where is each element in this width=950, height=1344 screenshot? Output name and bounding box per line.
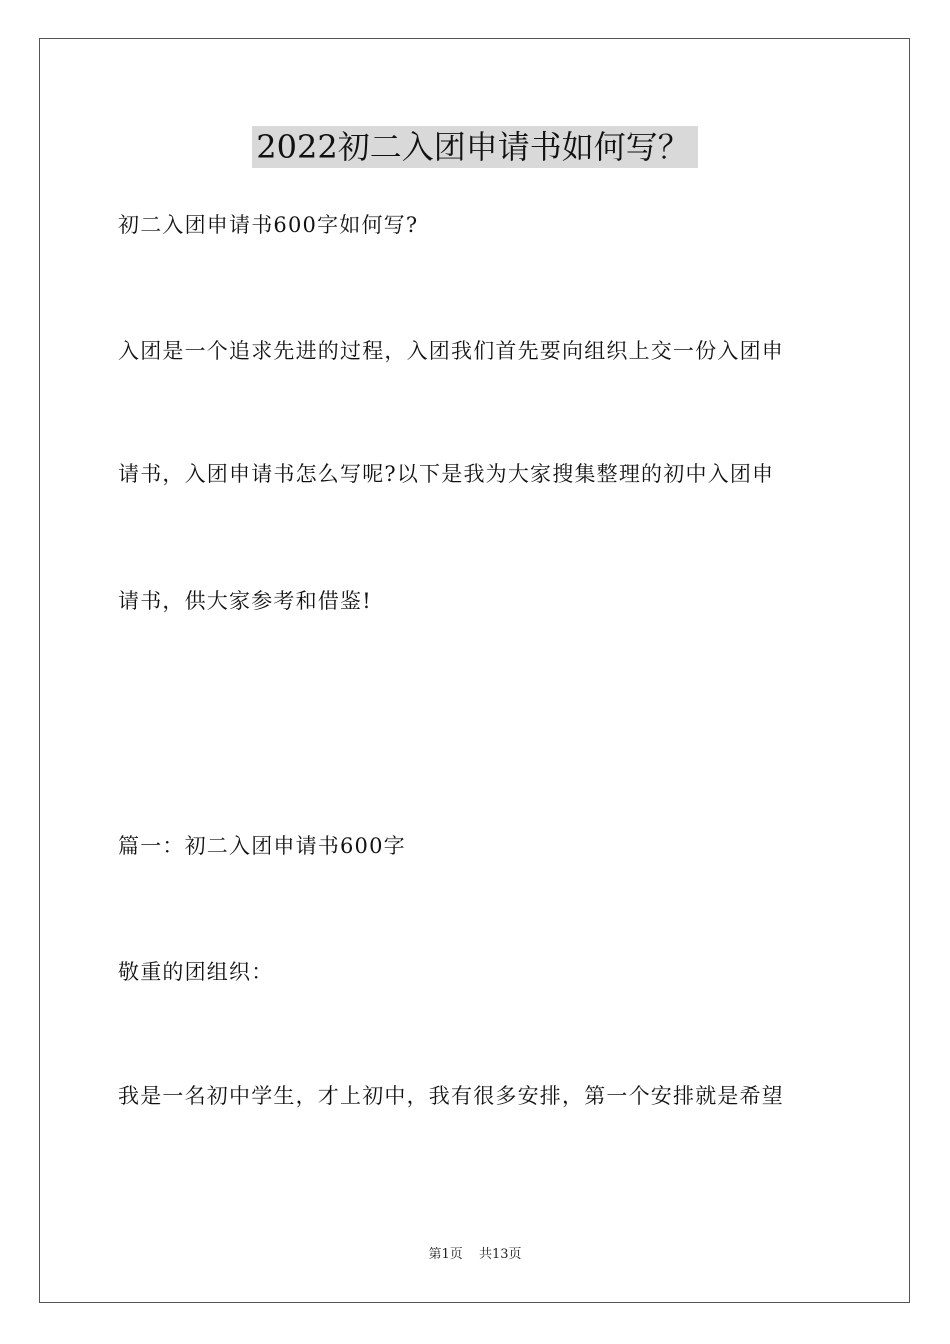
title-container xyxy=(0,126,950,168)
body-line: 我是一名初中学生，才上初中，我有很多安排，第一个安排就是希望 xyxy=(118,1084,784,1108)
document-title: 2022初二入团申请书如何写？ xyxy=(252,126,697,168)
body-line: 请书，入团申请书怎么写呢?以下是我为大家搜集整理的初中入团申 xyxy=(118,462,775,486)
subtitle-line: 初二入团申请书600字如何写? xyxy=(118,213,419,237)
salutation-line: 敬重的团组织： xyxy=(118,960,274,984)
body-line: 入团是一个追求先进的过程，入团我们首先要向组织上交一份入团申 xyxy=(118,339,784,363)
section-heading: 篇一：初二入团申请书600字 xyxy=(118,834,406,858)
page-total: 共13页 xyxy=(478,1247,522,1262)
page-footer xyxy=(0,1246,950,1264)
body-line: 请书，供大家参考和借鉴! xyxy=(118,589,372,613)
page-current: 第1页 xyxy=(428,1247,463,1262)
